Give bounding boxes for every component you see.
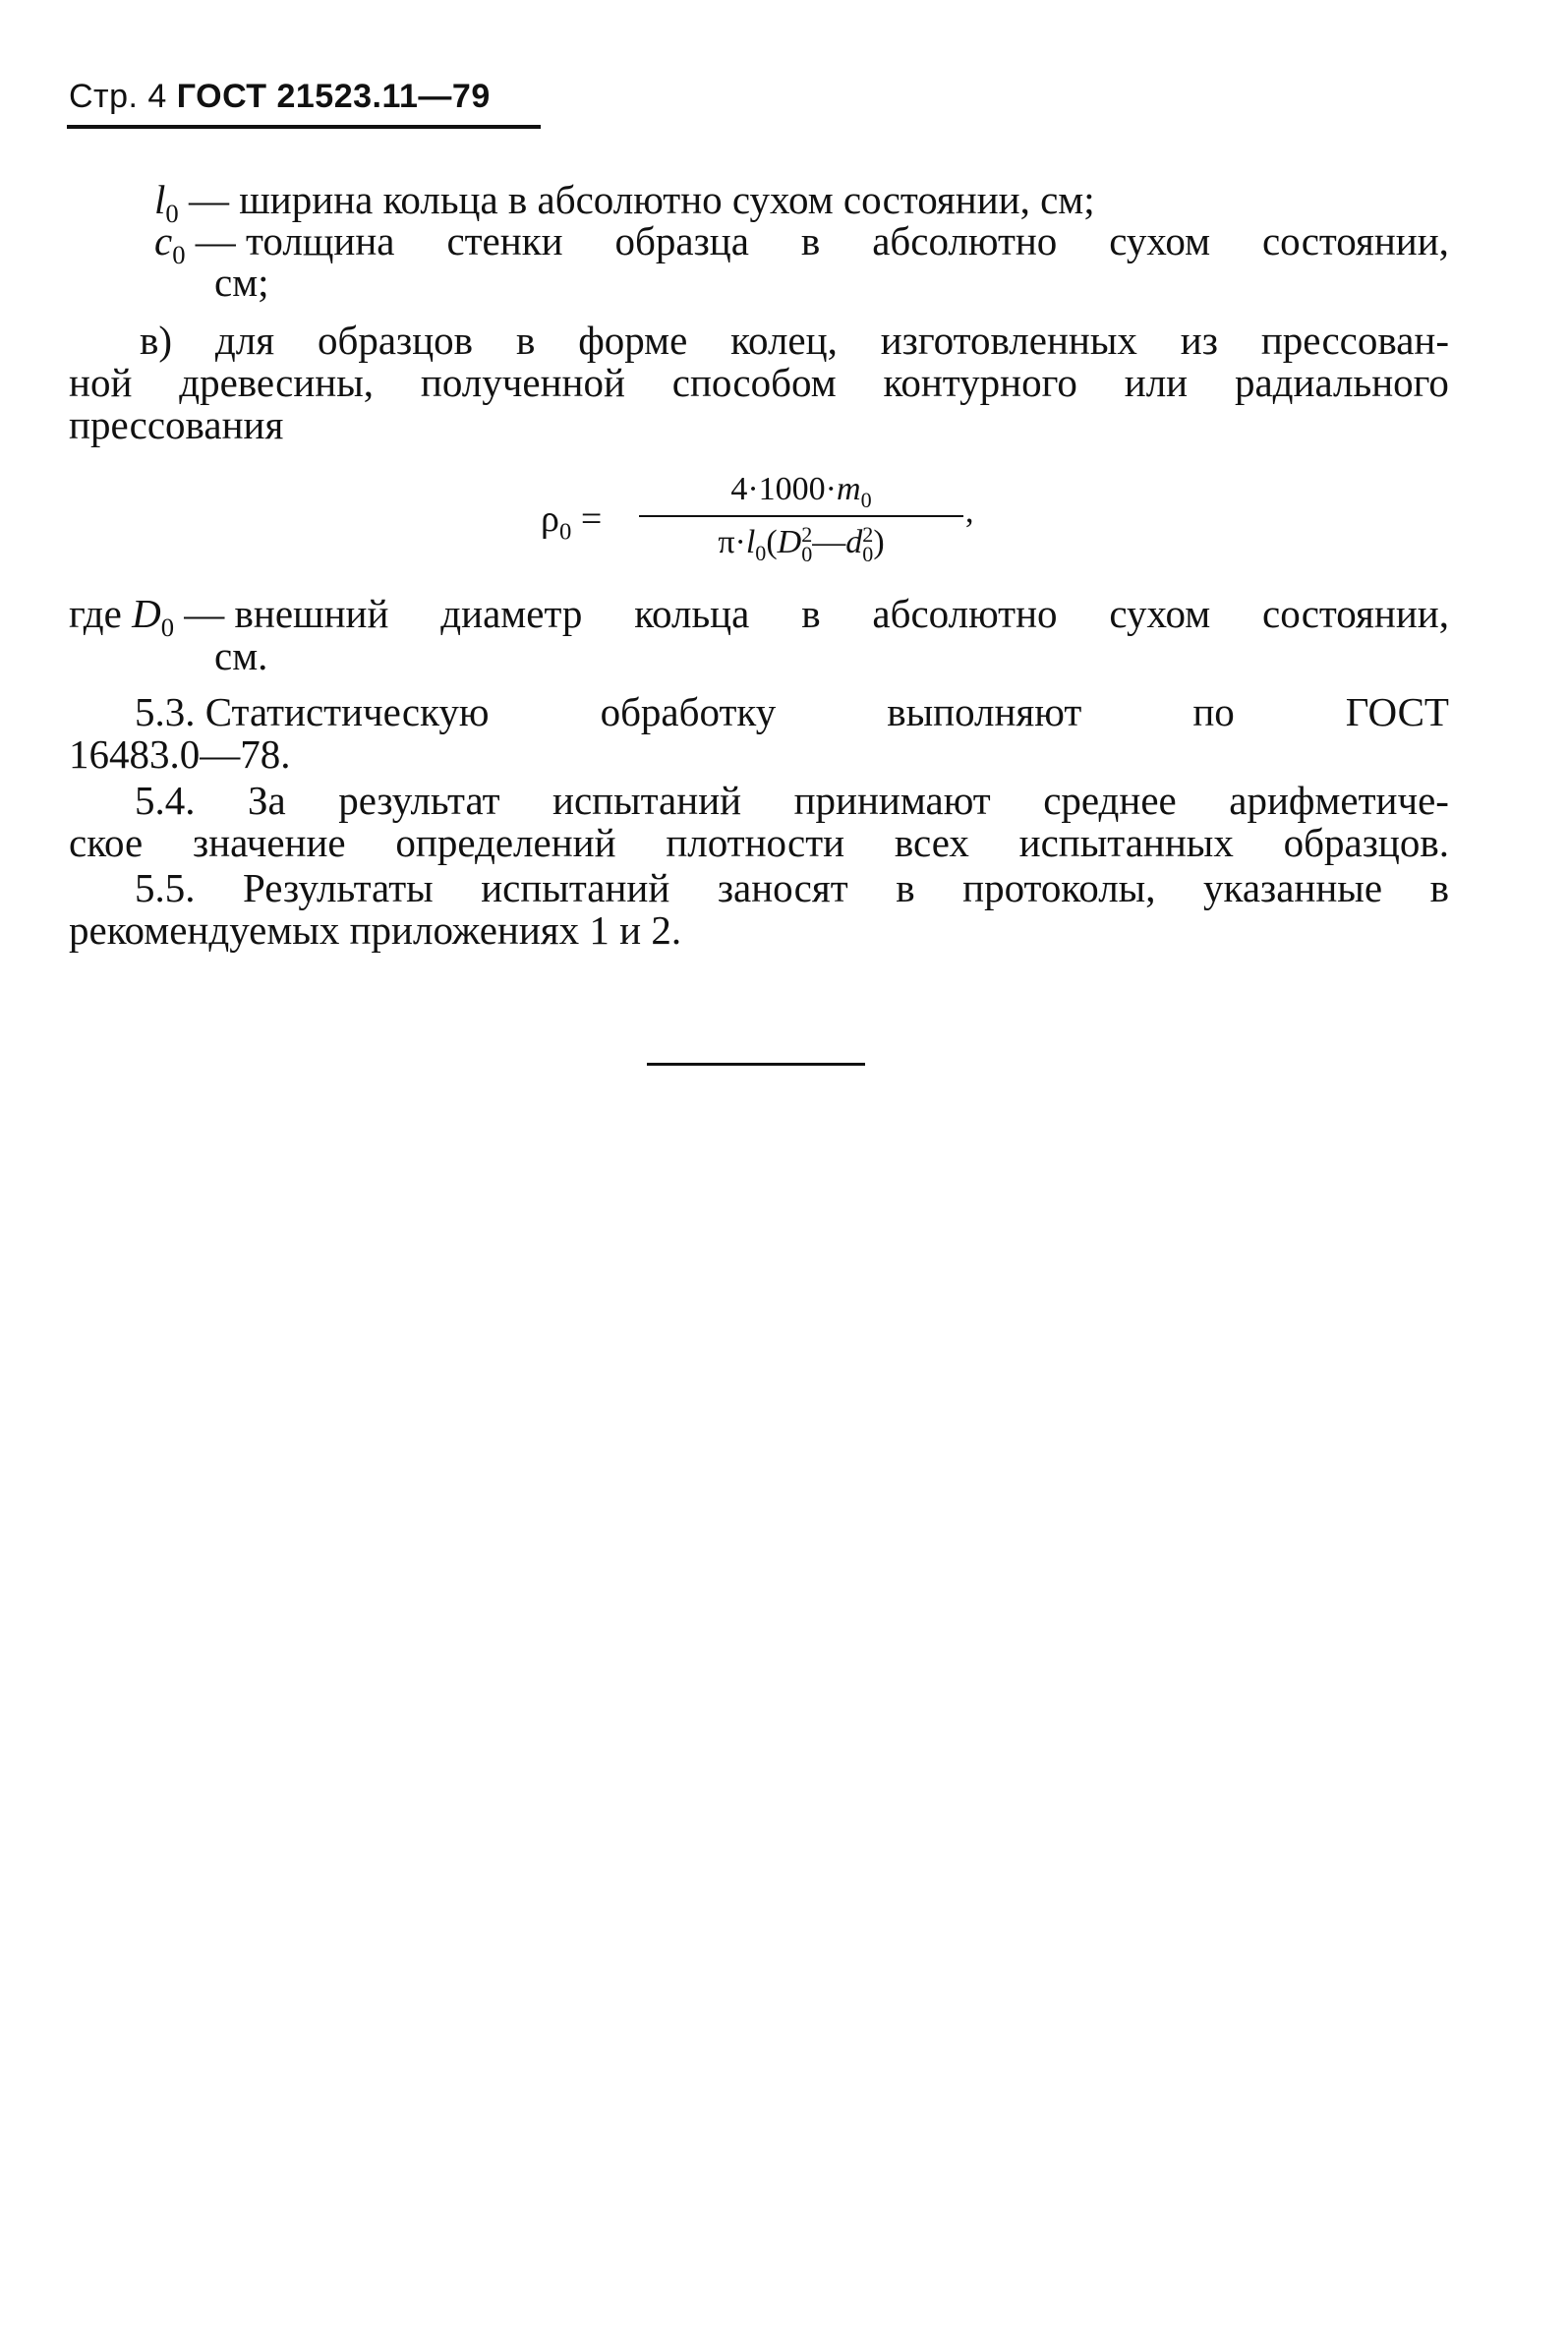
item-v-line-3: прессования [69,402,284,447]
symbol-c-subscript: 0 [172,240,186,270]
where-word: где [69,591,122,636]
section-5-5-line-2: рекомендуемых приложениях 1 и 2. [69,907,682,953]
symbol-l: l [154,177,166,222]
definition-l0-text: — ширина кольца в абсолютно сухом состоянии, см; [188,177,1095,222]
denominator-close-paren: ) [873,524,885,560]
formula-rho-subscript: 0 [558,518,572,546]
item-v-word: ной [69,360,133,405]
definition-c0-word: сухом [1109,218,1211,263]
formula-lhs [541,497,603,546]
item-v-word: древесины, [179,360,375,405]
section-word: образцов. [1283,820,1449,865]
section-word: арифметиче- [1229,778,1449,823]
item-v-word: прессован- [1260,318,1449,363]
end-of-text-rule [647,1063,865,1066]
denominator-l-subscript: 0 [755,540,767,565]
definition-c0-continuation: см; [214,260,269,305]
denominator-d-indices [862,522,874,567]
item-v-word: колец, [730,318,838,363]
numerator-constants: 4·1000· [730,471,838,507]
symbol-l-subscript: 0 [165,199,179,229]
item-v-line-1 [140,317,1449,364]
denominator-D-superscript: 2 [801,522,813,548]
definition-c0 [154,217,1449,270]
item-v-word: полученной [420,360,625,405]
denominator-pi: π· [718,524,746,560]
where-word: в [801,591,821,636]
denominator-D-indices [801,522,813,567]
formula-numerator [639,470,963,512]
where-word: — внешний [184,591,389,636]
definition-c0-word: состоянии, [1261,218,1449,263]
item-v-word: в) [140,318,173,363]
definition-c0-word: образца [614,218,749,263]
section-word: среднее [1043,778,1177,823]
formula-denominator [639,522,963,567]
where-clause-symbol-group [69,590,389,643]
denominator-D-subscript: 0 [801,542,813,567]
item-v-word: контурного [883,360,1077,405]
section-word: испытаний [481,865,670,910]
where-clause [69,590,1449,643]
section-word: испытаний [552,778,742,823]
numerator-mass-subscript: 0 [860,487,872,512]
where-symbol-D: D [132,591,161,636]
section-word: обработку [600,689,777,734]
definition-c0-word: стенки [446,218,563,263]
standard-number: ГОСТ 21523.11—79 [176,78,491,115]
section-word: За [247,778,286,823]
denominator-d-superscript: 2 [862,522,874,548]
where-word: абсолютно [872,591,1058,636]
where-symbol-D-subscript: 0 [160,612,175,643]
section-word: по [1192,689,1235,734]
symbol-c: c [154,218,173,263]
item-v-line-2 [69,359,1449,406]
definition-c0-word: — толщина [195,218,395,263]
definition-l0 [154,176,1095,229]
where-word: сухом [1109,591,1211,636]
section-word: выполняют [887,689,1082,734]
definition-c0-symbol-group [154,217,395,270]
denominator-dash: — [812,524,846,560]
item-v-word: в [515,318,536,363]
where-clause-continuation: см. [214,633,268,678]
denominator-d: d [845,524,863,560]
item-v-word: или [1124,360,1189,405]
denominator-l: l [745,524,756,560]
header-rule [67,125,541,129]
density-formula [541,470,1032,578]
section-word: Результаты [243,865,434,910]
section-word: ГОСТ [1345,689,1449,734]
where-word: состоянии, [1262,591,1449,636]
section-word: ское [69,820,144,865]
section-word: 5.5. [135,865,196,910]
item-v-word: для [214,318,275,363]
section-5-3-line-2: 16483.0—78. [69,731,291,777]
section-word: определений [395,820,616,865]
section-word: испытанных [1018,820,1234,865]
item-v-word: из [1180,318,1218,363]
section-word: указанные [1203,865,1383,910]
definition-c0-word: в [800,218,821,263]
section-word: заносят [717,865,848,910]
numerator-mass: m [837,471,861,507]
item-v-word: изготовленных [880,318,1137,363]
section-word: значение [193,820,346,865]
section-word: в [896,865,915,910]
item-v-word: образцов [317,318,474,363]
section-word: всех [894,820,969,865]
section-word: в [1429,865,1449,910]
formula-comma: , [965,494,974,530]
item-v-word: способом [671,360,837,405]
where-word: кольца [634,591,750,636]
section-word: 5.4. [135,778,196,823]
denominator-D: D [777,524,802,560]
item-v-word: форме [578,318,688,363]
denominator-d-subscript: 0 [862,542,874,567]
section-word: результат [338,778,500,823]
section-word: принимают [793,778,991,823]
formula-rho: ρ [541,498,559,540]
section-5-4-line-1 [135,777,1449,824]
section-word: протоколы, [962,865,1156,910]
formula-equals: = [580,498,603,540]
where-word: диаметр [440,591,583,636]
section-5-5-line-1 [135,864,1449,911]
page-header [69,77,491,116]
page-label: Стр. 4 [69,78,167,115]
section-5-4-line-2 [69,819,1449,866]
item-v-word: радиального [1234,360,1449,405]
denominator-open-paren: ( [766,524,778,560]
section-word: 5.3. Статистическую [135,689,490,734]
definition-c0-word: абсолютно [872,218,1058,263]
section-word: плотности [666,820,845,865]
fraction-bar [639,515,963,517]
section-5-3-line-1 [135,688,1449,735]
